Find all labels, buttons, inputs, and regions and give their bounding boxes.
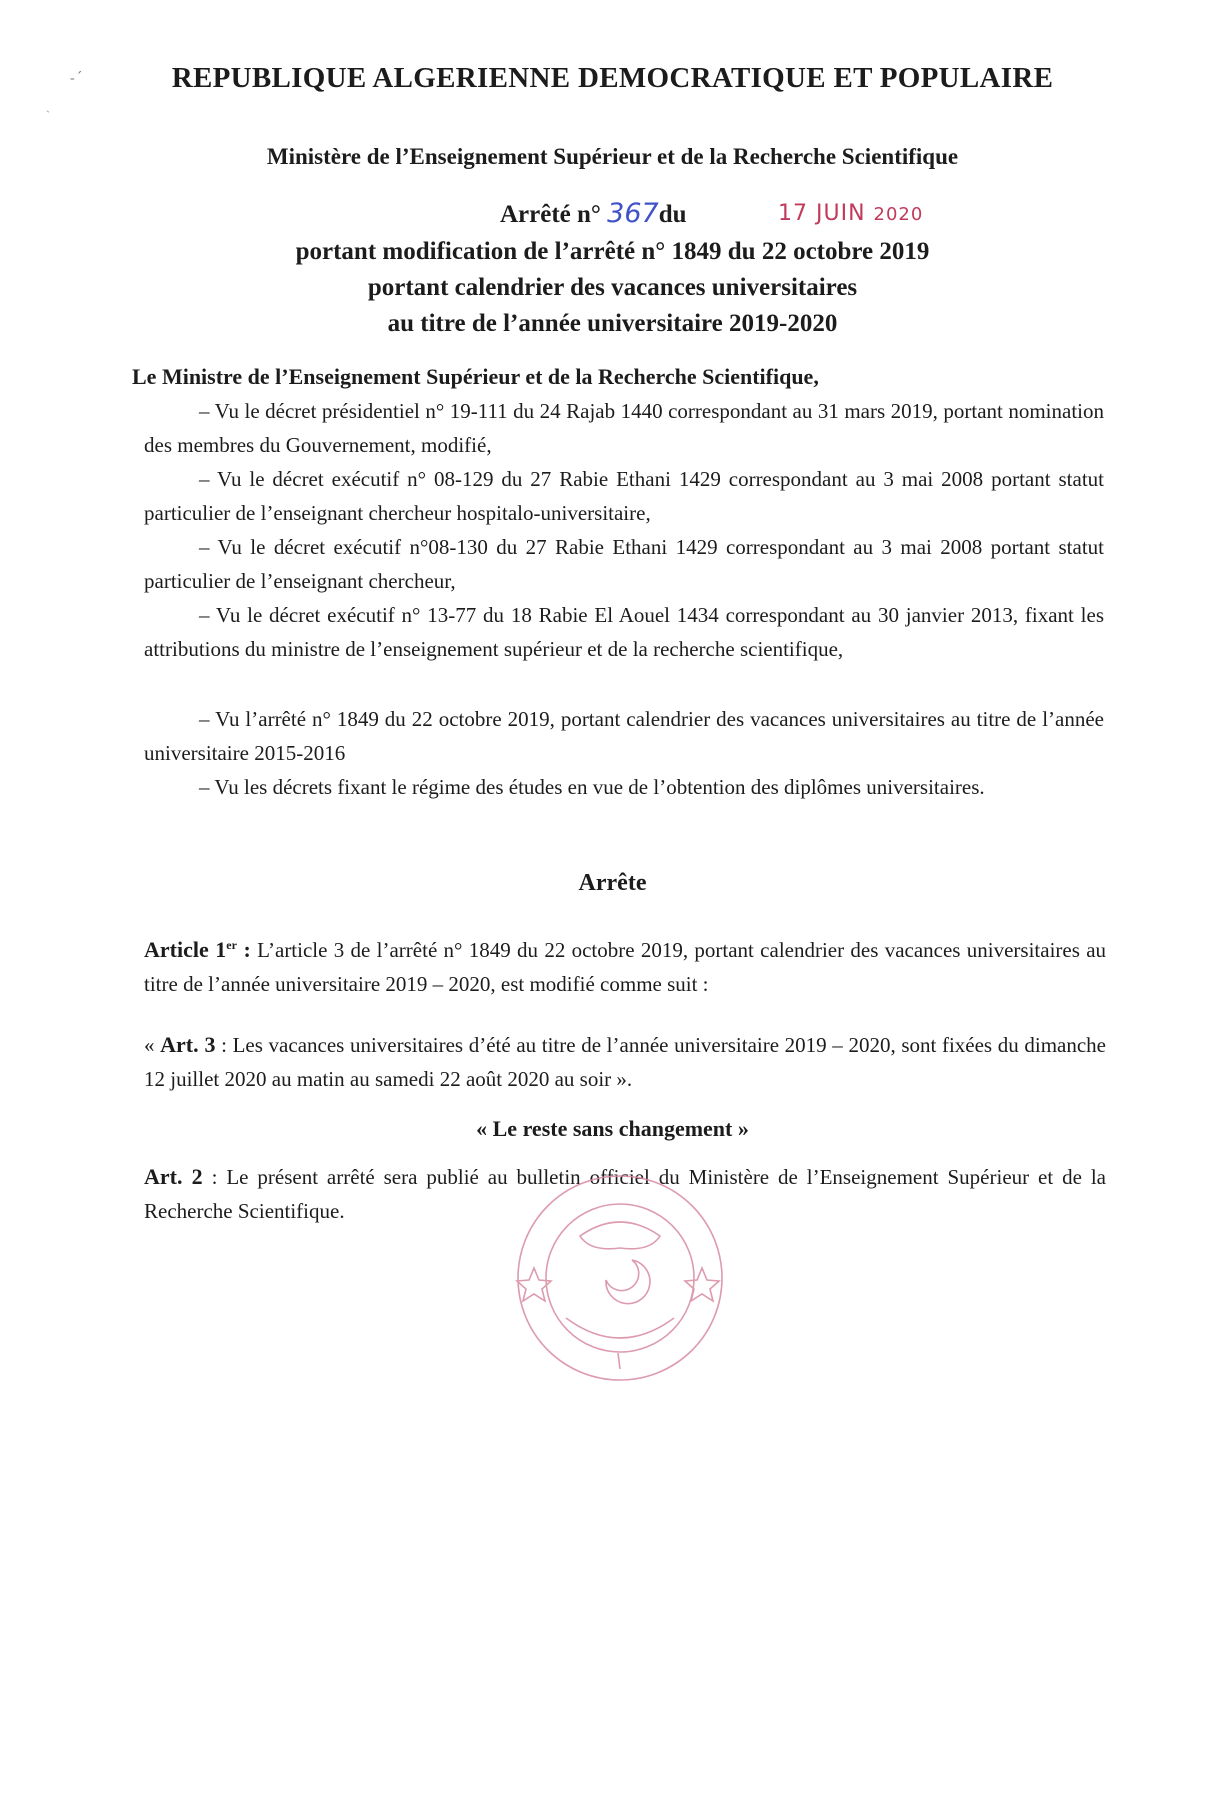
- vu-paragraph-3: [144, 530, 1104, 598]
- art-3-text: : Les vacances universitaires d’été au titre de l’année universitaire 2019 – 2020, sont fixées du dimanche 12 juillet 2020 au matin au samedi 22 août 2020 au soir ».: [144, 1033, 1106, 1091]
- article-3-amendment: [144, 1028, 1106, 1096]
- vu-text-4: – Vu le décret exécutif n° 13-77 du 18 Rabie El Aouel 1434 correspondant au 30 janvier 2013, fixant les attributions du ministre de l’enseignement supérieur et de la recherche scientifique,: [144, 603, 1104, 661]
- republic-heading: REPUBLIQUE ALGERIENNE DEMOCRATIQUE ET POPULAIRE: [171, 62, 1054, 94]
- seal-wreath-icon: [566, 1318, 674, 1338]
- date-stamp: [778, 201, 923, 226]
- decree-du: du: [658, 201, 687, 228]
- crescent-icon: [606, 1260, 650, 1304]
- official-seal-stamp: [506, 1168, 734, 1384]
- date-stamp-day-month: 17 JUIN: [778, 201, 866, 226]
- date-stamp-year: 2020: [873, 204, 924, 225]
- star-icon: [685, 1268, 719, 1301]
- vu-paragraph-4: [144, 598, 1104, 666]
- article-2-text: : Le présent arrêté sera publié au bulletin officiel du Ministère de l’Enseignement Supérieur et de la Recherche Scientifique.: [144, 1165, 1107, 1223]
- article-1: [144, 928, 1106, 1001]
- article-1-label: Article 1: [144, 937, 227, 962]
- vu-paragraph-6: [144, 770, 1104, 804]
- decree-prefix: Arrêté n°: [500, 201, 601, 228]
- handwritten-decree-number: 367: [607, 198, 659, 229]
- reste-sans-changement: « Le reste sans changement »: [476, 1116, 749, 1141]
- article-1-text: L’article 3 de l’arrêté n° 1849 du 22 octobre 2019, portant calendrier des vacances universitaires au titre de l’année universitaire 2019 – 2020, est modifié comme suit :: [144, 938, 1107, 996]
- vu-paragraph-5: [144, 702, 1104, 770]
- seal-emblem-icon: [580, 1222, 660, 1249]
- vu-paragraph-1: [144, 394, 1104, 462]
- ministry-heading: Ministère de l’Enseignement Supérieur et de la Recherche Scientifique: [266, 144, 959, 169]
- vu-text-5: – Vu l’arrêté n° 1849 du 22 octobre 2019, portant calendrier des vacances universitaires au titre de l’année universitaire 2015-2016: [144, 707, 1104, 765]
- vu-text-2: – Vu le décret exécutif n° 08-129 du 27 Rabie Ethani 1429 correspondant au 3 mai 2008 portant statut particulier de l’enseignant chercheur hospitalo-universitaire,: [144, 467, 1104, 525]
- art-3-label: Art. 3: [160, 1032, 216, 1057]
- arrete-heading: Arrête: [578, 870, 647, 896]
- decree-number-line: [500, 198, 687, 229]
- vu-text-6: – Vu les décrets fixant le régime des études en vue de l’obtention des diplômes universitaires.: [199, 775, 985, 799]
- article-1-colon: :: [236, 937, 251, 962]
- decree-subtitle-2: portant calendrier des vacances universitaires: [367, 274, 858, 301]
- vu-paragraph-2: [144, 462, 1104, 530]
- seal-inner-ring: [546, 1204, 694, 1352]
- article-2-label: Art. 2: [144, 1164, 203, 1189]
- vu-text-1: – Vu le décret présidentiel n° 19-111 du 24 Rajab 1440 correspondant au 31 mars 2019, portant nomination des membres du Gouvernement, modifié,: [144, 399, 1104, 457]
- scan-mark: - ՛: [70, 71, 82, 86]
- art-3-open-quote: «: [144, 1033, 161, 1057]
- scan-mark-small: ˋ: [46, 108, 50, 122]
- article-1-sup: er: [226, 938, 237, 952]
- minister-line: Le Ministre de l’Enseignement Supérieur et de la Recherche Scientifique,: [132, 364, 819, 389]
- seal-mark-icon: [618, 1353, 620, 1369]
- decree-subtitle-3: au titre de l’année universitaire 2019-2020: [387, 310, 838, 337]
- vu-text-3: – Vu le décret exécutif n°08-130 du 27 Rabie Ethani 1429 correspondant au 3 mai 2008 portant statut particulier de l’enseignant chercheur,: [144, 535, 1104, 593]
- decree-subtitle-1: portant modification de l’arrêté n° 1849 du 22 octobre 2019: [295, 238, 930, 265]
- seal-outer-ring: [518, 1176, 722, 1380]
